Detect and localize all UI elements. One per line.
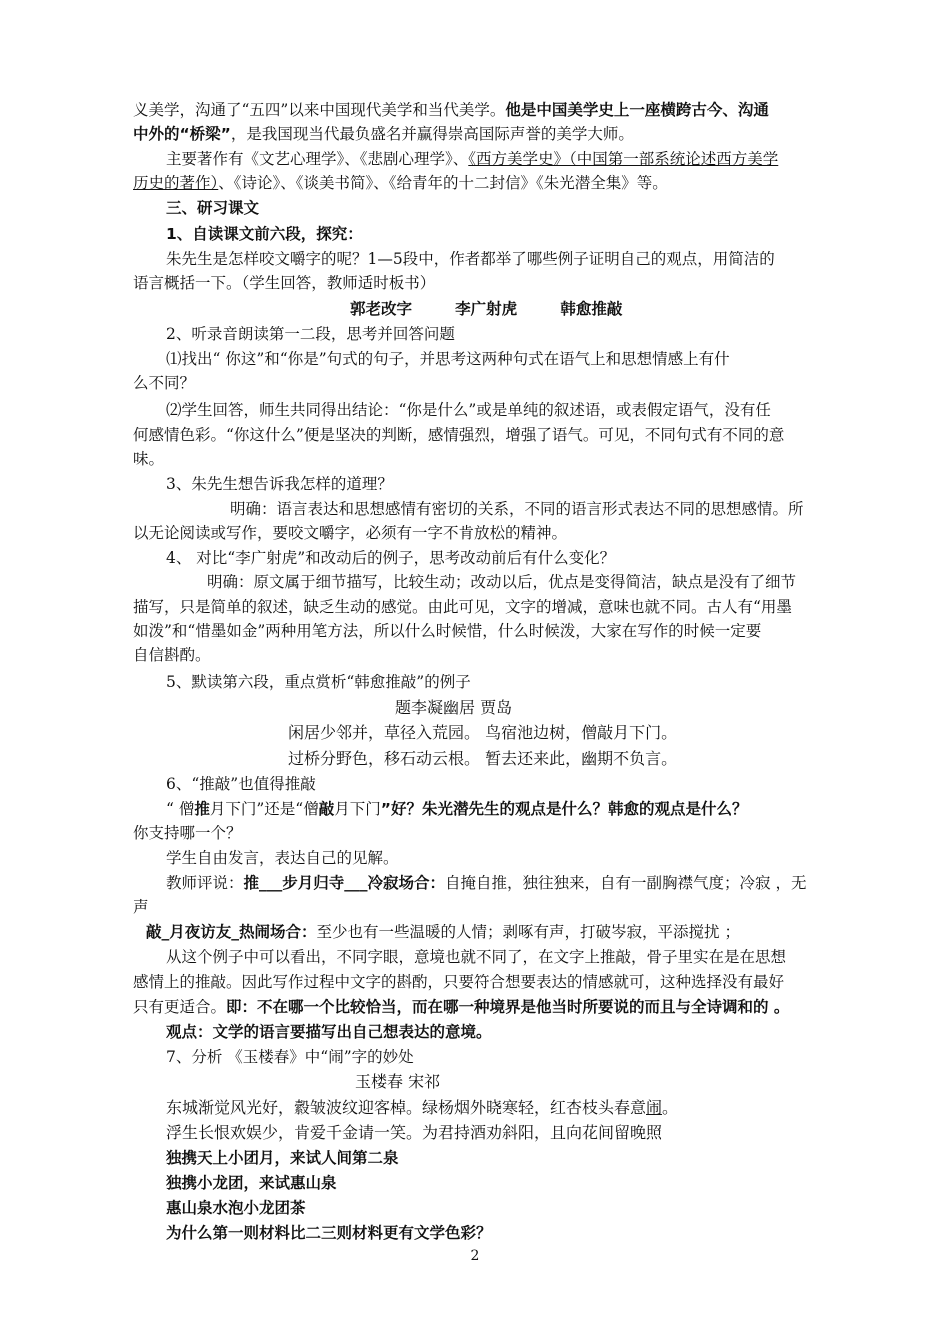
examples-board: 郭老改字 李广射虎 韩愈推敲 — [350, 300, 623, 318]
poem2-line-2: 浮生长恨欢娱少，肯爱千金请一笑。为君持酒劝斜阳，且向花间留晚照 — [166, 1123, 663, 1142]
q6-evaluation-end: 声 — [133, 898, 149, 916]
intro-line-1: 义美学，沟通了“五四”以来中国现代美学和当代美学。他是中国美学史上一座横跨古今、沟通 — [133, 101, 769, 119]
q6-conclusion-3: 只有更适合。即：不在哪一个比较恰当，而在哪一种境界是他当时所要说的而且与全诗调和的 。 — [133, 998, 790, 1016]
q6-evaluation: 教师评说：推___步月归寺___冷寂场合：自掩自推，独往独来，自有一副胸襟气度；冷寂 ，无 — [166, 874, 807, 892]
q3-title: 3、朱先生想告诉我怎样的道理？ — [166, 475, 393, 493]
material-1: 独携天上小团月，来试人间第二泉 — [166, 1149, 399, 1167]
poem2-line-1: 东城渐觉风光好，縠皱波纹迎客棹。绿杨烟外晓寒轻，红杏枝头春意闹。 — [166, 1098, 679, 1117]
q4-answer-3: 如泼”和“惜墨如金”两种用笔方法，所以什么时候惜，什么时候泼，大家在写作的时候一定要 — [133, 622, 762, 640]
works-line-2: 历史的著作）、《诗论》、《谈美书简》、《给青年的十二封信》《朱光潜全集》等。 — [133, 174, 668, 192]
q1-text-2: 语言概括一下。（学生回答，教师适时板书） — [133, 274, 436, 292]
q6-viewpoint: 观点：文学的语言要描写出自己想表达的意境。 — [166, 1023, 492, 1041]
poem1-line-2: 过桥分野色，移石动云根。 暂去还来此，幽期不负言。 — [288, 749, 678, 768]
q4-answer-2: 描写，只是简单的叙述，缺乏生动的感觉。由此可见，文字的增减，意味也就不同。古人有“用墨 — [133, 598, 792, 616]
material-2: 独携小龙团，来试惠山泉 — [166, 1174, 337, 1192]
q6-free-speech: 学生自由发言，表达自己的见解。 — [166, 849, 399, 867]
q3-answer-2: 以无论阅读或写作，要咬文嚼字，必须有一字不肯放松的精神。 — [133, 524, 568, 542]
q6-question-2: 你支持哪一个？ — [133, 824, 242, 842]
material-question: 为什么第一则材料比二三则材料更有文学色彩？ — [166, 1224, 492, 1242]
section-heading: 三、研习课文 — [166, 199, 260, 217]
q2-part2-c: 味。 — [133, 450, 165, 468]
q4-title: 4、 对比“李广射虎”和改动后的例子，思考改动前后有什么变化？ — [166, 549, 616, 567]
page-number: 2 — [470, 1248, 480, 1264]
q6-question-1: “ 僧推月下门”还是“僧敲月下门”好？朱光潜先生的观点是什么？韩愈的观点是什么？ — [166, 800, 748, 818]
q2-part2-b: 何感情色彩。“你这什么”便是坚决的判断，感情强烈，增强了语气。可见，不同句式有不同的意 — [133, 426, 785, 444]
q4-answer-1: 明确：原文属于细节描写，比较生动；改动以后，优点是变得简洁，缺点是没有了细节 — [207, 573, 797, 591]
q2-part1-a: ⑴找出“ 你这”和“你是”句式的句子，并思考这两种句式在语气上和思想情感上有什 — [166, 350, 730, 368]
intro-line-2: 中外的“桥梁”，是我国现当代最负盛名并赢得崇高国际声誉的美学大师。 — [133, 125, 634, 143]
poem1-title: 题李凝幽居 贾岛 — [395, 698, 513, 717]
poem1-line-1: 闲居少邻并，草径入荒园。 鸟宿池边树，僧敲月下门。 — [288, 723, 678, 742]
q7-title: 7、分析 《玉楼春》中“闹”字的妙处 — [166, 1048, 414, 1066]
q2-title: 2、听录音朗读第一二段，思考并回答问题 — [166, 325, 455, 343]
q6-conclusion-1: 从这个例子中可以看出，不同字眼，意境也就不同了，在文字上推敲，骨子里实在是在思想 — [166, 948, 787, 966]
q1-text-1: 朱先生是怎样咬文嚼字的呢？1—5段中，作者都举了哪些例子证明自己的观点，用简洁的 — [166, 250, 775, 268]
q3-answer-1: 明确：语言表达和思想感情有密切的关系，不同的语言形式表达不同的思想感情。所 — [230, 500, 804, 518]
poem2-title: 玉楼春 宋祁 — [355, 1072, 441, 1091]
q2-part1-b: 么不同？ — [133, 374, 196, 392]
q5-title: 5、默读第六段，重点赏析“韩愈推敲”的例子 — [166, 673, 471, 691]
q2-part2-a: ⑵学生回答，师生共同得出结论：“你是什么”或是单纯的叙述语，或表假定语气，没有任 — [166, 401, 771, 419]
q6-title: 6、“推敲”也值得推敲 — [166, 775, 316, 793]
q6-qiao-line: 敲_月夜访友_热闹场合：至少也有一些温暖的人情；剥啄有声，打破岑寂，平添搅扰 ； — [146, 923, 740, 941]
q1-title: 1、自读课文前六段，探究： — [166, 225, 363, 243]
q6-conclusion-2: 感情上的推敲。因此写作过程中文字的斟酌，只要符合想要表达的情感就可，这种选择没有最好 — [133, 973, 785, 991]
q4-answer-4: 自信斟酌。 — [133, 646, 211, 664]
material-3: 惠山泉水泡小龙团茶 — [166, 1199, 306, 1217]
works-line-1: 主要著作有《文艺心理学》、《悲剧心理学》、《西方美学史》（中国第一部系统论述西方美学 — [166, 150, 779, 168]
